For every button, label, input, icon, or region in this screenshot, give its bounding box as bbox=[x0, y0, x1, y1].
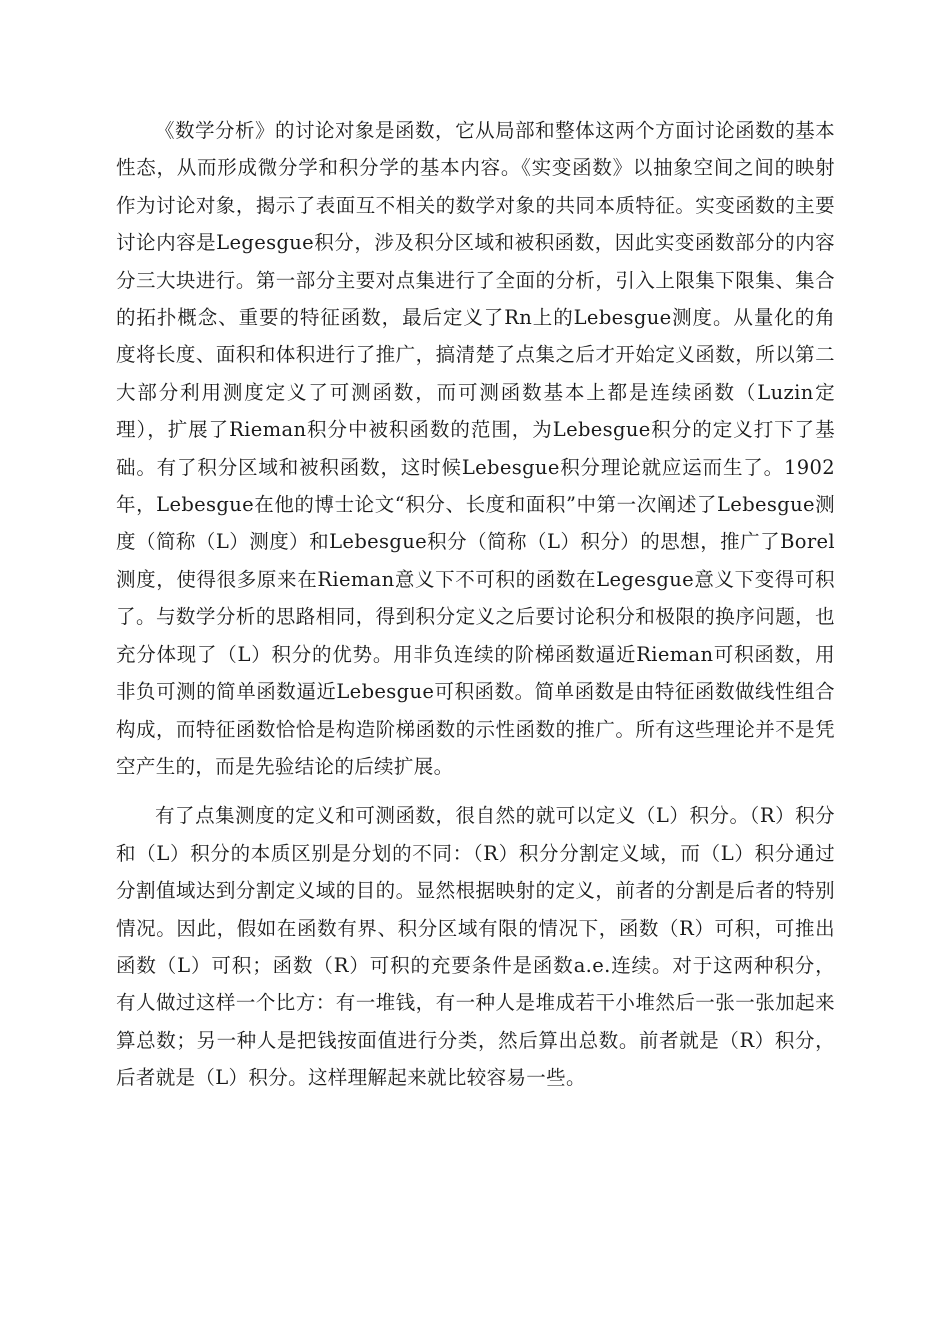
paragraph-1: 《数学分析》的讨论对象是函数，它从局部和整体这两个方面讨论函数的基本性态，从而形成微分学和积分学的基本内容。《实变函数》以抽象空间之间的映射作为讨论对象，揭示了表面互不相关的数学对象的共同本质特征。实变函数的主要讨论内容是Legesgue积分，涉及积分区域和被积函数，因此实变函数部分的内容分三大块进行。第一部分主要对点集进行了全面的分析，引入上限集下限集、集合的拓扑概念、重要的特征函数，最后定义了Rn上的Lebesgue测度。从量化的角度将长度、面积和体积进行了推广，搞清楚了点集之后才开始定义函数，所以第二大部分利用测度定义了可测函数，而可测函数基本上都是连续函数（Luzin定理），扩展了Rieman积分中被积函数的范围，为Lebesgue积分的定义打下了基础。有了积分区域和被积函数，这时候Lebesgue积分理论就应运而生了。1902年，Lebesgue在他的博士论文“积分、长度和面积”中第一次阐述了Lebesgue测度（简称（L）测度）和Lebesgue积分（简称（L）积分）的思想，推广了Borel测度，使得很多原来在Rieman意义下不可积的函数在Legesgue意义下变得可积了。与数学分析的思路相同，得到积分定义之后要讨论积分和极限的换序问题，也充分体现了（L）积分的优势。用非负连续的阶梯函数逼近Rieman可积函数，用非负可测的简单函数逼近Lebesgue可积函数。简单函数是由特征函数做线性组合构成，而特征函数恰恰是构造阶梯函数的示性函数的推广。所有这些理论并不是凭空产生的，而是先验结论的后续扩展。 bbox=[116, 119, 835, 778]
paragraph-2: 有了点集测度的定义和可测函数，很自然的就可以定义（L）积分。（R）积分和（L）积分的本质区别是分划的不同：（R）积分分割定义域，而（L）积分通过分割值域达到分割定义域的目的。显然根据映射的定义，前者的分割是后者的特别情况。因此，假如在函数有界、积分区域有限的情况下，函数（R）可积，可推出函数（L）可积；函数（R）可积的充要条件是函数a.e.连续。对于这两种积分，有人做过这样一个比方：有一堆钱，有一种人是堆成若干小堆然后一张一张加起来算总数；另一种人是把钱按面值进行分类，然后算出总数。前者就是（R）积分，后者就是（L）积分。这样理解起来就比较容易一些。 bbox=[116, 804, 835, 1090]
document-page bbox=[116, 112, 835, 1097]
